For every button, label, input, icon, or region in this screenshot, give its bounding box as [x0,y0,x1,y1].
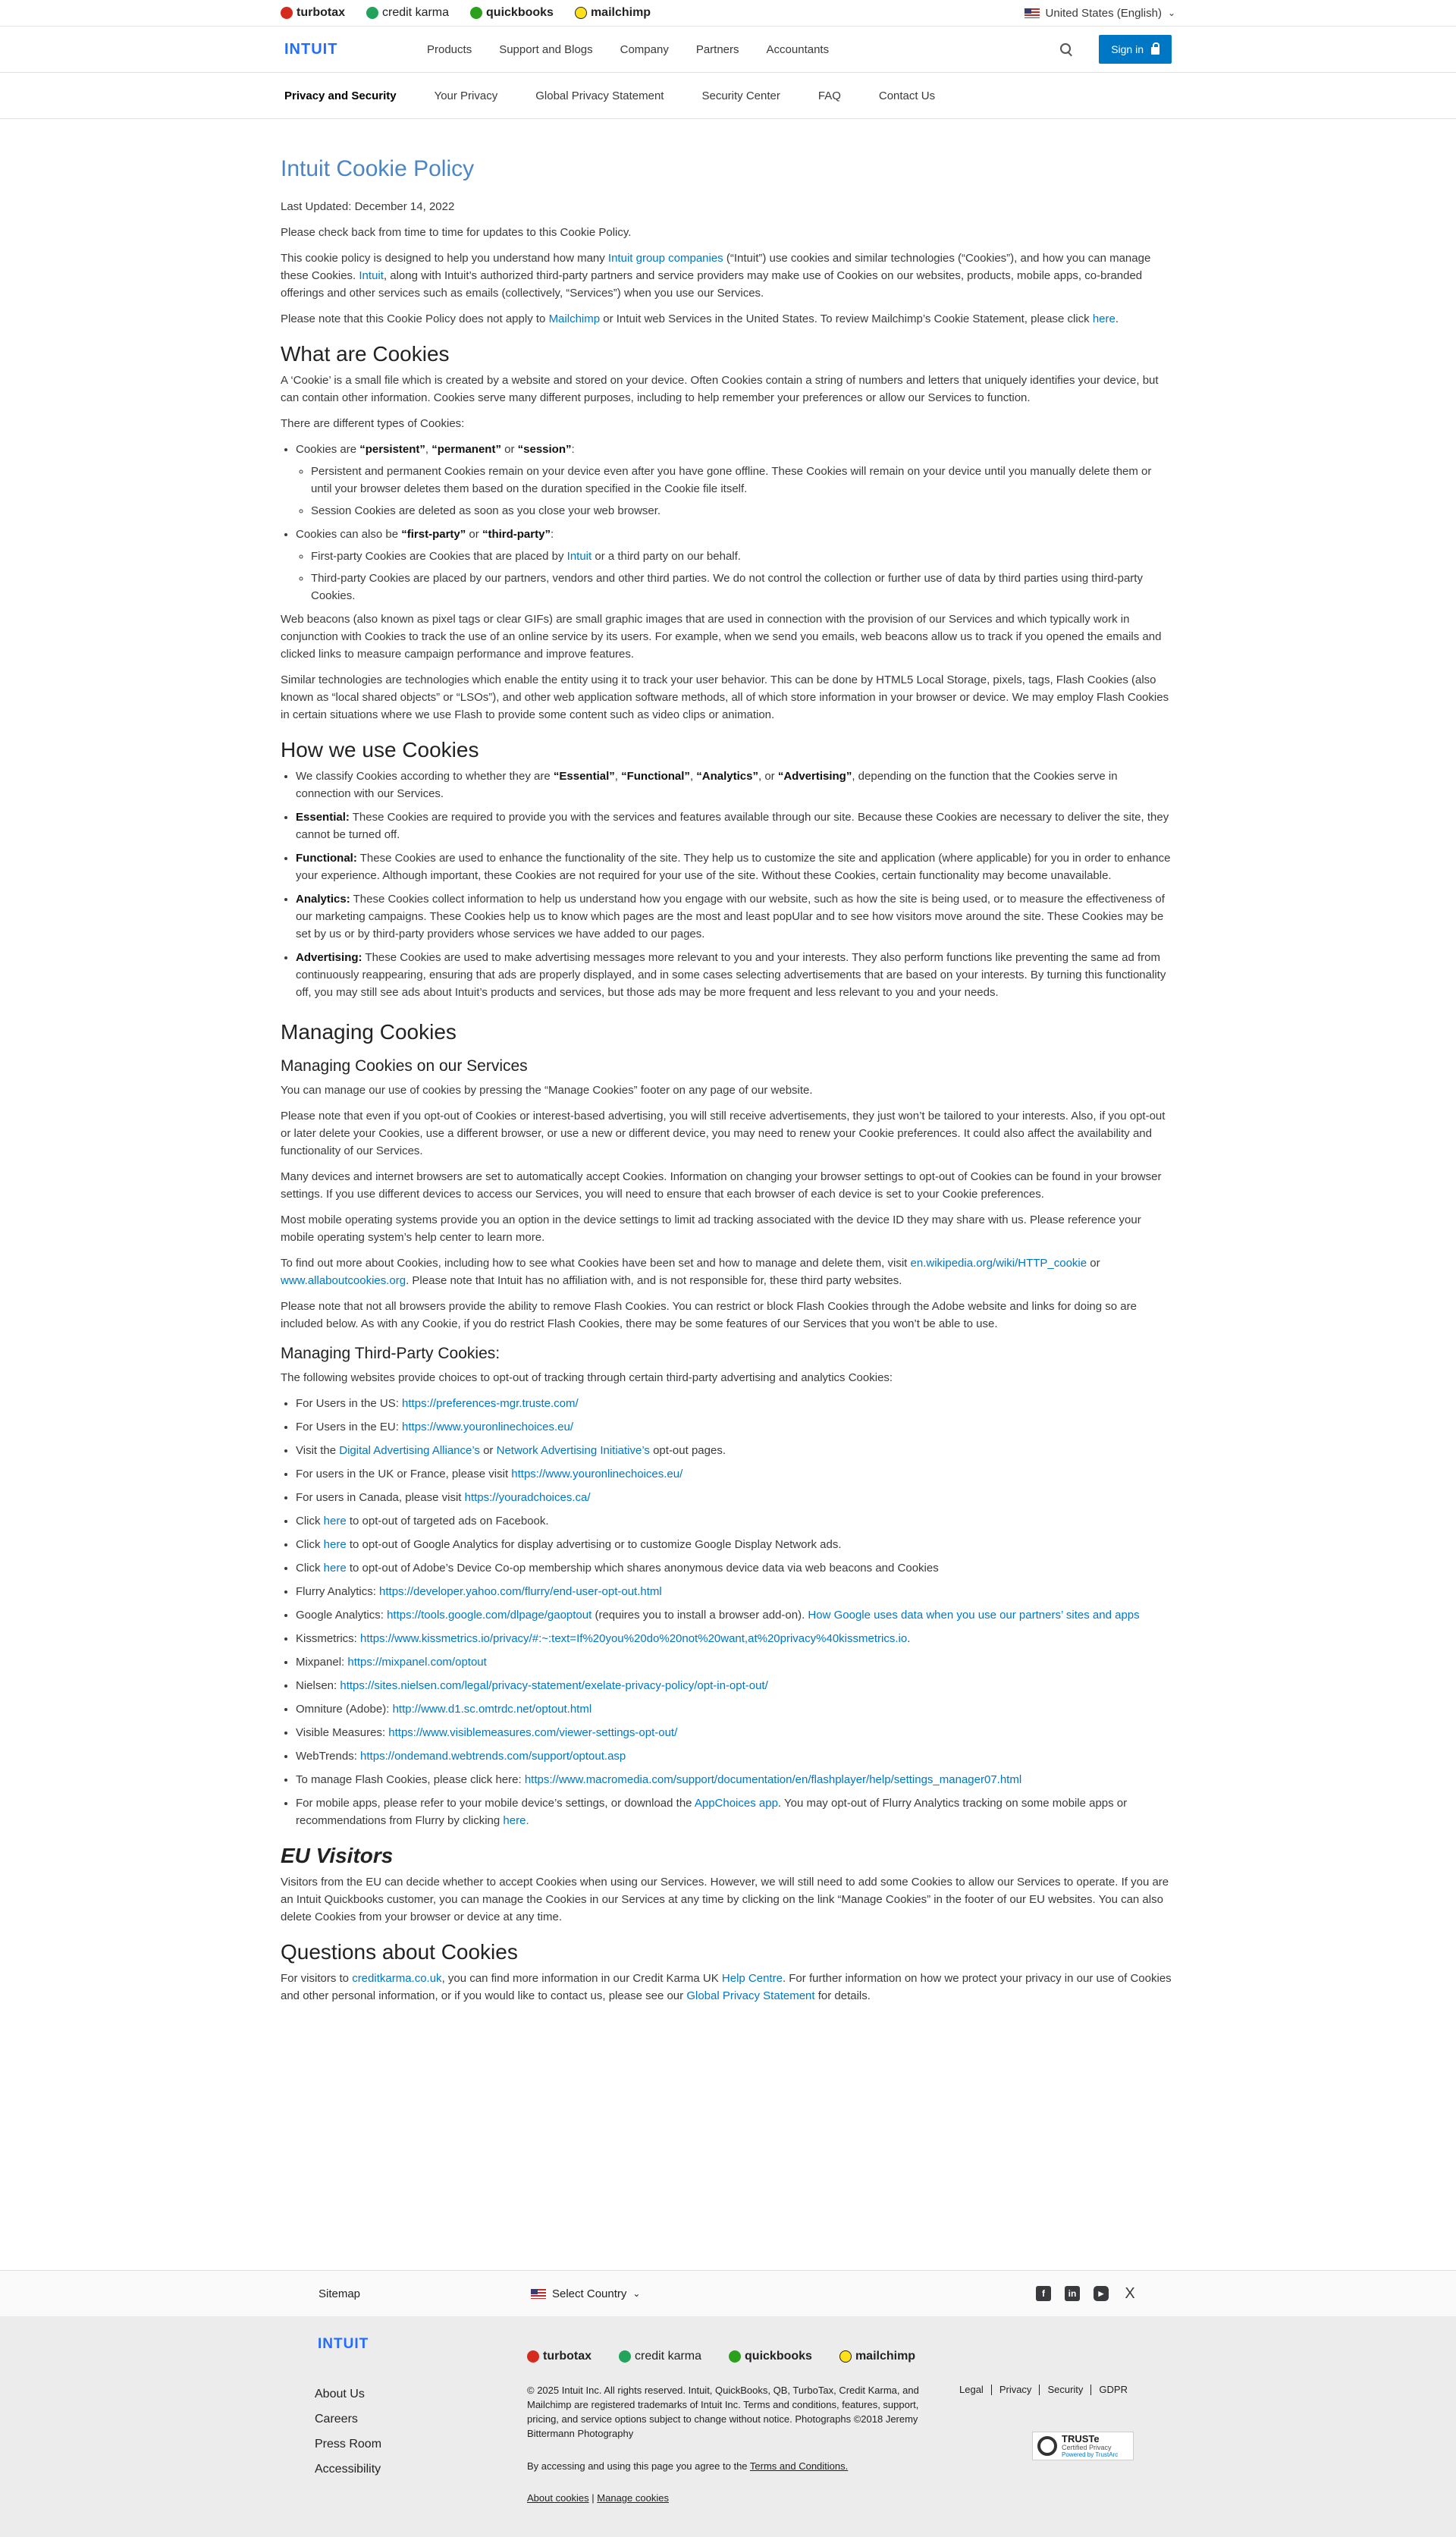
gdpr-link[interactable]: GDPR [1099,2384,1128,2395]
text: Visit the [296,1444,340,1457]
types-intro: There are different types of Cookies: [281,417,465,430]
truste-title: TRUSTe [1062,2432,1100,2444]
quickbooks-logo-icon [729,2350,741,2363]
term: “session” [517,443,572,456]
list-item [296,1536,1175,1553]
text: , [425,443,432,456]
security-link[interactable]: Security [1040,2385,1091,2395]
omniture-link[interactable]: http://www.d1.sc.omtrdc.net/optout.html [392,1703,592,1716]
tab-security-center[interactable]: Security Center [701,89,780,102]
allaboutcookies-link[interactable]: www.allaboutcookies.org [281,1274,406,1287]
text: , you can find more information in our Credit Karma UK [441,1972,722,1985]
footer-brand-creditkarma[interactable] [619,2350,701,2363]
text: to opt-out of Google Analytics for display advertising or to customize Google Display Network ads. [346,1538,842,1551]
term: “first-party” [401,528,466,541]
text: (“Intuit”) use cookies and similar technologies (“Cookies”), and how you can manage these Cookies. [281,252,1151,282]
brand-label: mailchimp [855,2350,916,2363]
manage-paragraph-2: Please note that even if you opt-out of Cookies or interest-based advertising, you will still receive advertisements, they just won’t be tailored to your interests. Also, if you opt-out or later delete your Cookies, use a different browser, or use a new or different device, you may need to renew your Cookie preferences. It could also affect the availability and functionality of our Services. [281,1110,1166,1157]
text: or Intuit web Services in the United States. To review Mailchimp’s Cookie Statement, please click [600,312,1093,325]
footer-brand-turbotax[interactable] [527,2350,592,2363]
list-item [296,1747,1175,1765]
nav-partners[interactable]: Partners [695,42,739,56]
nav-company[interactable]: Company [620,42,669,56]
kissmetrics-link[interactable]: https://www.kissmetrics.io/privacy/#:~:text=If%20you%20do%20not%20want,at%20privacy%40kissmetrics.io [360,1632,908,1645]
term: “Advertising” [777,770,852,783]
truste-text [1062,2434,1118,2459]
cookie-types-list [281,441,1175,604]
appchoices-link[interactable]: AppChoices app [694,1797,778,1810]
policy-content [281,119,1175,2005]
text: opt-out pages. [649,1444,726,1457]
text: For users in the UK or France, please visit [296,1468,512,1480]
list-item [296,849,1175,884]
intuit-link[interactable]: Intuit [566,550,592,563]
brand-creditkarma[interactable] [366,6,449,20]
text: For visitors to [281,1972,353,1985]
manage-cookies-link[interactable]: Manage cookies [597,2492,669,2504]
chevron-down-icon: ⌄ [1167,8,1175,18]
mailchimp-link[interactable]: Mailchimp [548,312,601,325]
nav-products[interactable]: Products [427,42,472,56]
third-party-list [281,1395,1175,1829]
facebook-optout-link[interactable]: here [323,1515,347,1528]
region-label: United States (English) [1045,6,1162,20]
what-paragraph: A ‘Cookie’ is a small file which is created by a website and stored on your device. Often Cookies contain a string of numbers and letters that uniquely identifies your device, but can contain other information. Cookies serve many different purposes, including to help remember your preferences or allow our Services to function. [281,374,1159,404]
intro-paragraph [281,250,1175,302]
truste-badge[interactable] [1032,2432,1134,2460]
brand-list [281,6,651,20]
mailchimp-logo-icon [575,7,587,19]
mixpanel-link[interactable]: https://mixpanel.com/optout [347,1656,487,1669]
turbotax-logo-icon [527,2350,539,2363]
list-item [296,1418,1175,1436]
text: We classify Cookies according to whether they are [296,770,554,783]
creditkarma-logo-icon [366,7,378,19]
text: These Cookies are required to provide you with the services and features available through our site. Because these Cookies are necessary to deliver the site, they cannot be turned off. [296,811,1169,841]
list-item: ◦ Third-party Cookies are placed by our partners, vendors and other third parties. We do not control the collection or further use of data by third parties using third-party Cookies. [311,570,1175,604]
text: First-party Cookies are Cookies that are placed by [311,550,567,563]
list-item [296,1512,1175,1530]
country-selector[interactable] [531,2287,1036,2300]
footer-top-bar [0,2270,1456,2317]
last-updated: Last Updated: December 14, 2022 [281,200,455,213]
privacy-link[interactable]: Privacy [992,2385,1040,2395]
text: or a third party on our behalf. [592,550,741,563]
heading-questions: Questions about Cookies [281,1940,518,1964]
footer-main [0,2316,1456,2537]
separator: | [588,2492,598,2504]
truste-subtitle: Certified Privacy [1062,2443,1112,2451]
list-item [296,1771,1175,1788]
brand-bar [0,0,1456,27]
cookie-categories-list [281,768,1175,1001]
text: WebTrends: [296,1750,361,1763]
manage-paragraph-4: Most mobile operating systems provide you an option in the device settings to limit ad tracking associated with the device ID they may share with us. Please reference your mobile operating system’s help center to learn more. [281,1214,1141,1244]
help-centre-link[interactable]: Help Centre [721,1972,783,1985]
sub-nav [0,73,1456,119]
text: For Users in the US: [296,1397,403,1410]
term: Essential: [296,811,350,824]
brand-label: credit karma [382,6,450,19]
text: To find out more about Cookies, including how to see what Cookies have been set and how to manage and delete them, visit [281,1257,911,1270]
questions-paragraph [281,1970,1175,2005]
text: : [550,528,554,541]
text: Please note that this Cookie Policy does not apply to [281,312,549,325]
page-title: Intuit Cookie Policy [281,156,475,181]
mailchimp-logo-icon [839,2350,852,2363]
mailchimp-cookie-statement-link[interactable]: here [1092,312,1116,325]
list-item: • We classify Cookies according to whether they are “Essential”, “Functional”, “Analytics”, or “Advertising”, depending on the function that the Cookies serve in connection with our Services. [296,768,1175,802]
list-item [296,1465,1175,1483]
text: for details. [814,1989,871,2002]
text: For Users in the EU: [296,1421,403,1433]
brand-label: turbotax [543,2350,592,2363]
text: . [907,1632,911,1645]
list-item [296,1630,1175,1647]
sign-in-label: Sign in [1111,43,1144,55]
tab-contact-us[interactable]: Contact Us [878,89,936,102]
text: Google Analytics: [296,1609,388,1622]
text: or [466,528,482,541]
text: By accessing and using this page you agree to the [527,2460,750,2472]
us-flag-icon [1025,8,1040,18]
cookie-links [527,2492,669,2504]
flurry-link[interactable]: https://developer.yahoo.com/flurry/end-user-opt-out.html [379,1585,662,1598]
google-analytics-link[interactable]: https://tools.google.com/dlpage/gaoptout [387,1609,592,1622]
text: For mobile apps, please refer to your mobile device’s settings, or download the [296,1797,695,1810]
facebook-icon[interactable]: f [1036,2286,1051,2301]
heading-third-party: Managing Third-Party Cookies: [281,1345,500,1362]
heading-managing-cookies: Managing Cookies [281,1020,457,1044]
footer-link-accessibility[interactable]: Accessibility [315,2463,381,2476]
brand-label: quickbooks [745,2350,812,2363]
tab-privacy-security[interactable]: Privacy and Security [284,89,397,102]
text: Nielsen: [296,1679,340,1692]
term: “Functional” [621,770,690,783]
term: “persistent” [359,443,425,456]
term: “Essential” [553,770,615,783]
term: “permanent” [431,443,501,456]
youronlinechoices-link[interactable]: https://www.youronlinechoices.eu/ [402,1421,573,1433]
manage-paragraph-6: Please note that not all browsers provide the ability to remove Flash Cookies. You can restrict or block Flash Cookies through the Adobe website and links for doing so are included below. As with any Cookie, if you do restrict Flash Cookies, there may be some features of our Services that you won’t be able to use. [281,1300,1137,1330]
adobe-optout-link[interactable]: here [323,1562,347,1575]
creditkarma-uk-link[interactable]: creditkarma.co.uk [352,1972,442,1985]
sub-list [296,548,1175,604]
list-item [296,1724,1175,1741]
text: . Please note that Intuit has no affiliation with, and is not responsible for, these third party websites. [406,1274,902,1287]
footer-link-about-us[interactable]: About Us [315,2388,365,2400]
text: , depending on the function that the Cookies serve in connection with our Services. [296,770,1118,800]
eu-paragraph: Visitors from the EU can decide whether to accept Cookies when using our Services. However, we will still need to add some Cookies to allow our Services to operate. If you are an Intuit Quickbooks customer, you can manage the Cookies in our Services at any time by clicking on the link “Manage Cookies” in the footer of our EU websites. You can also delete Cookies from your browser or device at any time. [281,1876,1169,1923]
brand-quickbooks[interactable] [470,6,554,20]
footer-intuit-logo[interactable]: INTUIT [318,2336,369,2352]
footer-brand-mailchimp[interactable] [839,2350,915,2363]
check-back-text: Please check back from time to time for updates to this Cookie Policy. [281,226,632,239]
heading-eu-visitors: EU Visitors [281,1844,394,1867]
note-paragraph [281,310,1175,328]
heading-how-we-use: How we use Cookies [281,738,479,761]
third-party-intro: The following websites provide choices to opt-out of tracking through certain third-party advertising and analytics Cookies: [281,1371,893,1384]
google-ads-optout-link[interactable]: here [323,1538,347,1551]
daa-link[interactable]: Digital Advertising Alliance’s [339,1444,480,1457]
text: . For further information on how we protect your privacy in our use of Cookies and other personal information, or if you would like to contact us, please see our [281,1972,1172,2002]
list-item [296,526,1175,604]
brand-label: credit karma [635,2350,702,2363]
text: to opt-out of Adobe’s Device Co-op membership which shares anonymous device data via web beacons and Cookies [346,1562,939,1575]
region-selector[interactable] [1025,7,1175,20]
text: Flurry Analytics: [296,1585,380,1598]
text: These Cookies are used to enhance the functionality of the site. They help us to customize the site and application (where applicable) for you in order to enhance your experience. Although important, these Cookies are not required for your use of the site. Without these Cookies, certain functionality may become unavailable. [296,852,1171,882]
nai-link[interactable]: Network Advertising Initiative’s [496,1444,650,1457]
list-item [296,441,1175,520]
text: Click [296,1515,324,1528]
text: Cookies are [296,443,360,456]
text: : [571,443,575,456]
list-item [311,548,1175,565]
term: “third-party” [482,528,551,541]
intuit-logo[interactable]: INTUIT [284,40,338,58]
list-item [296,1794,1175,1829]
text: Visible Measures: [296,1726,389,1739]
text: Mixpanel: [296,1656,348,1669]
truste-link[interactable]: https://preferences-mgr.truste.com/ [402,1397,579,1410]
footer-link-careers[interactable]: Careers [315,2413,358,2426]
heading-what-are-cookies: What are Cookies [281,342,450,366]
us-flag-icon [531,2289,546,2299]
terms-agreement [527,2460,848,2472]
text: Click [296,1538,324,1551]
nav-accountants[interactable]: Accountants [766,42,830,56]
legal-links [959,2385,1135,2395]
list-item [296,809,1175,843]
similar-tech-paragraph: Similar technologies are technologies which enable the entity using it to track your user behavior. This can be done by HTML5 Local Storage, pixels, tags, Flash Cookies (also known as “local shared objects” or “LSOs”), and other web application software methods, all of which store information in your browser or device. We may employ Flash Cookies in certain situations where we use Flash to provide some content such as video clips or animation. [281,673,1169,721]
text: or [500,443,518,456]
list-item [296,1583,1175,1600]
list-item: ◦ Persistent and permanent Cookies remain on your device even after you have gone offline. These Cookies will remain on your device until you manually delete them or until your browser deletes them based on the duration specified in the Cookie file itself. [311,463,1175,498]
tab-faq[interactable]: FAQ [817,89,841,102]
nielsen-link[interactable]: https://sites.nielsen.com/legal/privacy-statement/exelate-privacy-policy/opt-in-opt-out/ [340,1679,768,1692]
brand-mailchimp[interactable] [575,6,651,20]
text: These Cookies collect information to help us understand how you engage with our website, such as how the site is being used, or to measure the effectiveness of our marketing campaigns. These Cookies help us to know which pages are the most and least popUlar and to see how visitors move around the site. These Cookies may be set by us or by third-party providers whose services we have added to our pages. [296,893,1165,940]
footer-links [315,2382,381,2482]
text: , along with Intuit’s authorized third-party partners and service providers may make use of Cookies on our websites, products, mobile apps, co-branded offerings and other services such as emails (collectively, “Services”) when you use our Services. [281,269,1143,300]
google-partners-link[interactable]: How Google uses data when you use our partners’ sites and apps [808,1609,1140,1622]
intuit-group-companies-link[interactable]: Intuit group companies [607,252,723,265]
manage-paragraph-5 [281,1254,1175,1289]
list-item [296,1442,1175,1459]
webtrends-link[interactable]: https://ondemand.webtrends.com/support/optout.asp [360,1750,626,1763]
footer-brands [527,2350,915,2363]
list-item [296,890,1175,943]
social-links [1036,2286,1138,2301]
text: To manage Flash Cookies, please click here: [296,1773,525,1786]
text: Click [296,1562,324,1575]
list-item [296,1677,1175,1694]
sign-in-button[interactable] [1099,35,1172,64]
list-item: ◦ Session Cookies are deleted as soon as you close your web browser. [311,502,1175,520]
term: Functional: [296,852,357,865]
text: to opt-out of targeted ads on Facebook. [346,1515,549,1528]
text: Cookies can also be [296,528,402,541]
chevron-down-icon: ⌄ [632,2288,641,2299]
heading-managing-services: Managing Cookies on our Services [281,1057,528,1075]
list-item [296,1395,1175,1412]
turbotax-logo-icon [281,7,293,19]
term: Advertising: [296,951,362,964]
legal-link[interactable]: Legal [959,2385,992,2395]
web-beacons-paragraph: Web beacons (also known as pixel tags or clear GIFs) are small graphic images that are used in connection with the provision of our Services and which typically work in conjunction with Cookies to track the use of an online service by its users. For example, when we send you emails, web beacons allow us to track if you opened the emails and clicked links to measure campaign performance and improve features. [281,613,1162,661]
manage-paragraph-1: You can manage our use of cookies by pressing the “Manage Cookies” footer on any page of our website. [281,1084,813,1097]
text: For users in Canada, please visit [296,1491,465,1504]
select-country-label: Select Country [552,2287,627,2300]
truste-powered: Powered by TrustArc [1062,2451,1119,2458]
footer-link-press-room[interactable]: Press Room [315,2438,382,2451]
intuit-link[interactable]: Intuit [359,269,384,282]
creditkarma-logo-icon [619,2350,631,2363]
text: Omniture (Adobe): [296,1703,393,1716]
linkedin-icon[interactable]: in [1065,2286,1080,2301]
term: “Analytics” [696,770,758,783]
term: Analytics: [296,893,350,906]
list-item [296,949,1175,1001]
nav-support-blogs[interactable]: Support and Blogs [499,42,593,56]
text: . [1115,312,1119,325]
flurry-optout-link[interactable]: here. [503,1814,529,1827]
truste-seal-icon [1037,2436,1057,2456]
search-icon[interactable] [1059,42,1073,56]
list-item [296,1489,1175,1506]
lock-icon [1151,47,1159,55]
brand-label: mailchimp [590,6,651,19]
text: or [1087,1257,1100,1270]
sub-list [296,463,1175,520]
sitemap-link[interactable]: Sitemap [318,2287,361,2300]
youtube-icon[interactable]: ▶ [1094,2286,1109,2301]
footer-brand-quickbooks[interactable] [729,2350,812,2363]
youronlinechoices-link[interactable]: https://www.youronlinechoices.eu/ [511,1468,683,1480]
text: These Cookies are used to make advertising messages more relevant to you and your interests. They also perform functions like preventing the same ad from continuously reappearing, ensuring that ads are properly displayed, and in some cases selecting advertisements that are based on your interests. By turning this functionality off, you may still see ads about Intuit’s products and services, but those ads may be more frequent and less relevant to you and your needs. [296,951,1166,999]
text: This cookie policy is designed to help you understand how many [281,252,608,265]
wikipedia-cookie-link[interactable]: en.wikipedia.org/wiki/HTTP_cookie [910,1257,1087,1270]
brand-turbotax[interactable] [281,6,345,20]
tab-your-privacy[interactable]: Your Privacy [434,89,498,102]
copyright-text: © 2025 Intuit Inc. All rights reserved. Intuit, QuickBooks, QB, TurboTax, Credit Karma, and Mailchimp are registered trademarks of Intuit Inc. Terms and conditions, features, support, pricing, and service options subject to change without notice. Photographs ©2018 Jeremy Bittermann Photography [527,2385,919,2439]
main-nav [0,27,1456,73]
about-cookies-link[interactable]: About cookies [527,2492,589,2504]
x-twitter-icon[interactable]: X [1125,2284,1135,2302]
nav-links [427,43,1059,56]
text: Kissmetrics: [296,1632,361,1645]
list-item [296,1653,1175,1671]
list-item [296,1606,1175,1624]
list-item [296,1559,1175,1577]
global-privacy-statement-link[interactable]: Global Privacy Statement [686,1989,815,2002]
visible-measures-link[interactable]: https://www.visiblemeasures.com/viewer-settings-opt-out/ [388,1726,678,1739]
youradchoices-link[interactable]: https://youradchoices.ca/ [464,1491,591,1504]
text: or [479,1444,497,1457]
tab-global-privacy-statement[interactable]: Global Privacy Statement [535,89,664,102]
quickbooks-logo-icon [470,7,482,19]
brand-label: quickbooks [486,6,554,19]
terms-link[interactable]: Terms and Conditions. [749,2460,849,2472]
brand-label: turbotax [297,6,345,19]
manage-paragraph-3: Many devices and internet browsers are set to automatically accept Cookies. Information on changing your browser settings to opt-out of Cookies can be found in your browser settings. If you use different devices to access our Services, you will need to ensure that each browser of each device is set to your Cookie preferences. [281,1170,1162,1201]
text: . You may opt-out of Flurry Analytics tracking on some mobile apps or recommendations from Flurry by clicking [296,1797,1128,1827]
text: (requires you to install a browser add-on). [592,1609,808,1622]
flash-settings-link[interactable]: https://www.macromedia.com/support/documentation/en/flashplayer/help/settings_manager07.html [524,1773,1022,1786]
list-item [296,1700,1175,1718]
